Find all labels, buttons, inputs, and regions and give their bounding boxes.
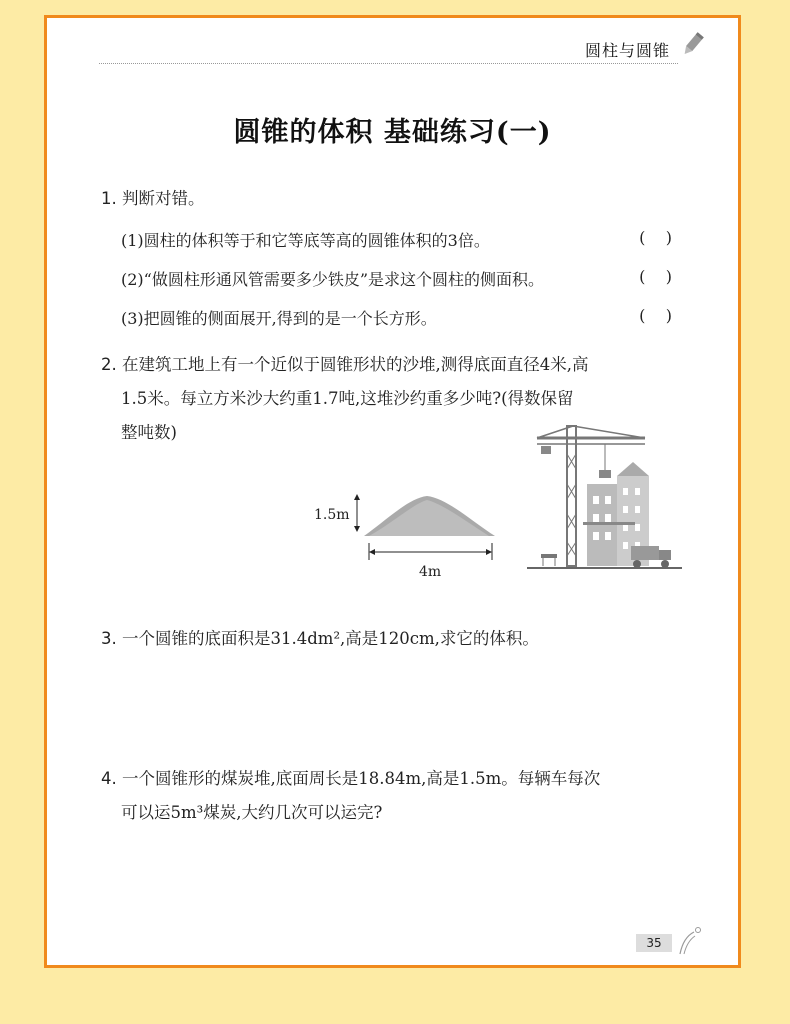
question-4-line-2: 可以运5m³煤炭,大约几次可以运完?	[121, 803, 383, 822]
question-2-number: 2.	[101, 355, 117, 374]
q1-item-3-answer-blank[interactable]: ( )	[639, 306, 672, 325]
q1-item-1-text: (1)圆柱的体积等于和它等底等高的圆锥体积的3倍。	[121, 231, 490, 250]
construction-site-illustration	[527, 424, 687, 572]
question-1-text: 判断对错。	[122, 189, 205, 208]
page-title: 圆锥的体积 基础练习(一)	[233, 117, 552, 148]
sand-pile-figure	[309, 488, 499, 583]
chapter-title: 圆柱与圆锥	[584, 41, 670, 60]
question-4-number: 4.	[101, 769, 117, 788]
page-number: 35	[636, 934, 672, 952]
q1-item-2-text: (2)“做圆柱形通风管需要多少铁皮”是求这个圆柱的侧面积。	[121, 270, 545, 289]
q1-item-1	[121, 228, 672, 251]
q1-item-2-answer-blank[interactable]: ( )	[639, 267, 672, 286]
q1-item-3-text: (3)把圆锥的侧面展开,得到的是一个长方形。	[121, 309, 437, 328]
worksheet-page	[44, 15, 741, 968]
question-3	[101, 622, 539, 656]
header-divider	[99, 63, 678, 64]
swirl-icon	[676, 926, 702, 956]
pencil-icon	[680, 30, 706, 58]
question-1-number: 1.	[101, 189, 117, 208]
q1-item-3	[121, 306, 672, 329]
question-2-line-1: 在建筑工地上有一个近似于圆锥形状的沙堆,测得底面直径4米,高	[122, 355, 589, 374]
question-2-line-2: 1.5米。每立方米沙大约重1.7吨,这堆沙约重多少吨?(得数保留	[121, 389, 574, 408]
question-4	[101, 762, 600, 796]
q1-item-2	[121, 267, 672, 290]
q1-item-1-answer-blank[interactable]: ( )	[639, 228, 672, 247]
height-label: 1.5m	[314, 507, 350, 523]
question-2-line-3: 整吨数)	[121, 423, 177, 442]
question-3-text: 一个圆锥的底面积是31.4dm²,高是120cm,求它的体积。	[122, 629, 539, 648]
question-2	[101, 348, 589, 382]
question-1	[101, 182, 205, 216]
question-4-line-1: 一个圆锥形的煤炭堆,底面周长是18.84m,高是1.5m。每辆车每次	[122, 769, 601, 788]
question-3-number: 3.	[101, 629, 117, 648]
width-label: 4m	[419, 564, 442, 580]
